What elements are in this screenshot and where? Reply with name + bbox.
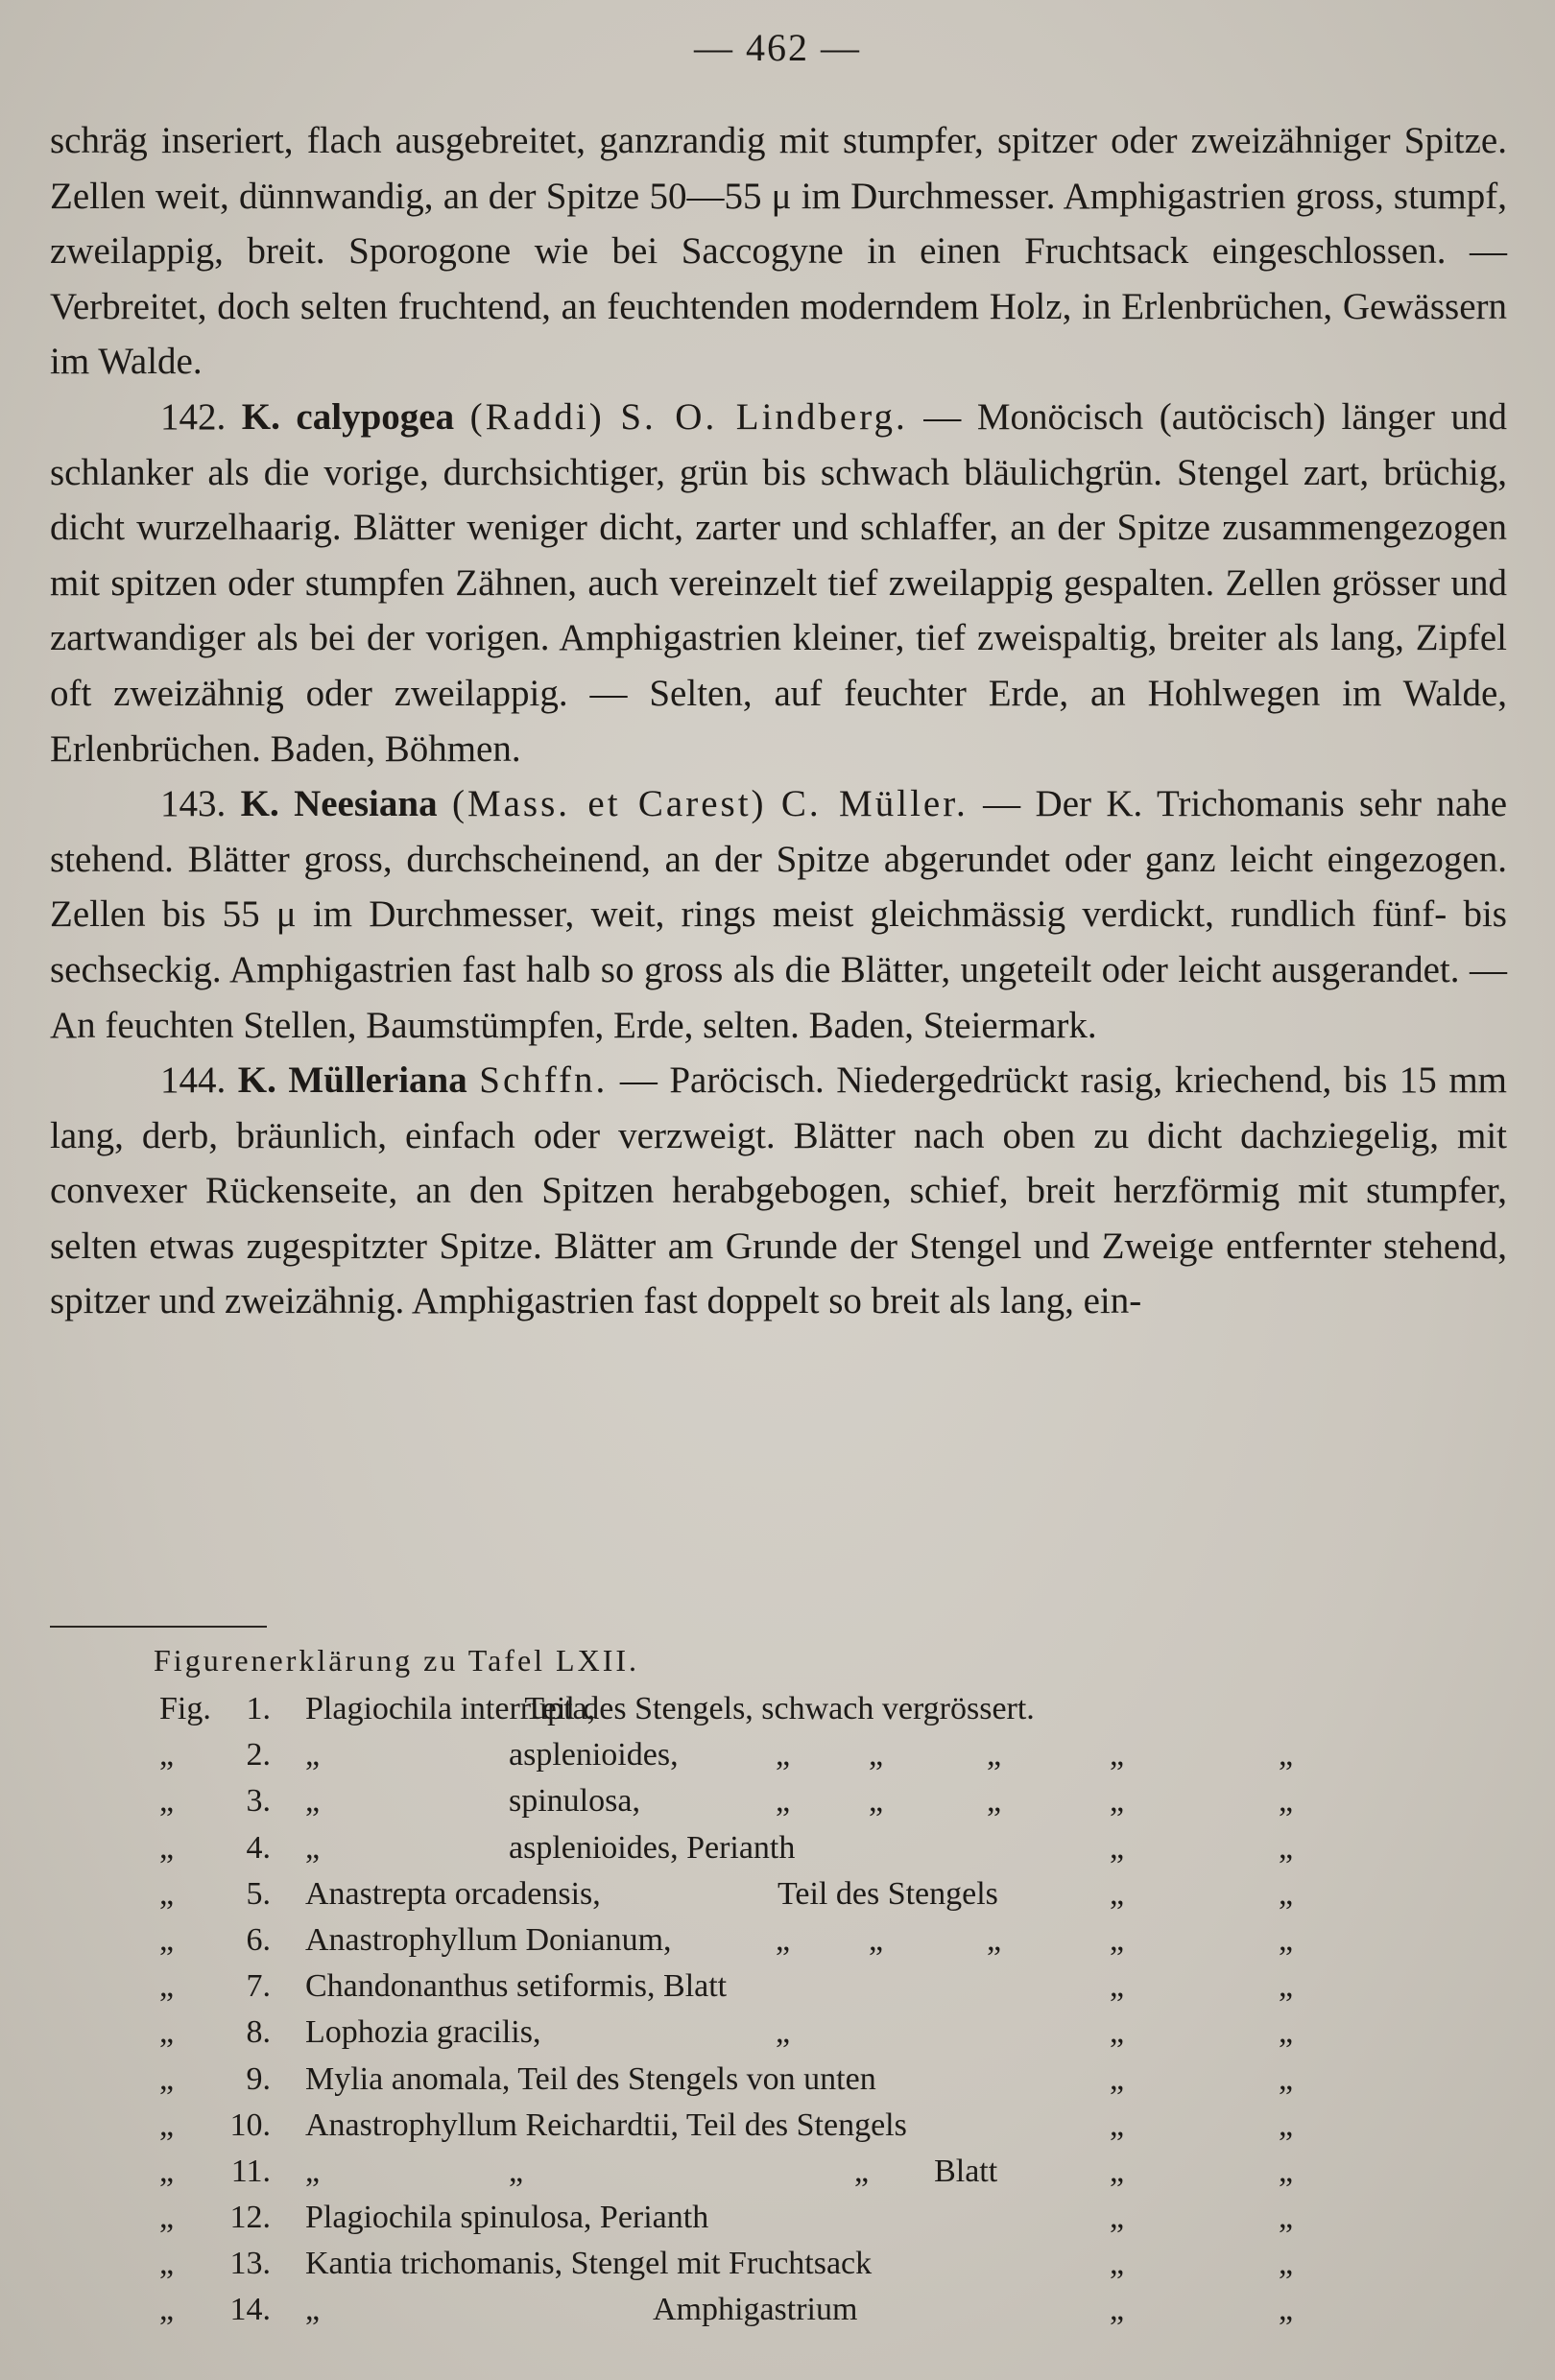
- author-name: C. Müller.: [780, 783, 969, 825]
- figure-number: 6.: [246, 1921, 271, 1958]
- ditto-mark: „: [1110, 2200, 1125, 2236]
- figure-legend-row: [0, 1830, 1555, 1876]
- ditto-mark: „: [987, 1783, 1002, 1820]
- figure-caption: Lophozia gracilis,: [305, 2014, 541, 2051]
- species-description: — Monöcisch (autöcisch) länger und schlanker als die vorige, durchsichtiger, grün bis schwach bläulichgrün. Stengel zart, brüchig, dicht wurzelhaarig. Blätter weniger dicht, zarter und schlaffer, an der Spitze zusammengezogen mit spitzen oder stumpfen Zähnen, auch vereinzelt tief zweilappig gespalten. Zellen grösser und zartwandiger als bei der vorigen. Amphigastrien kleiner, tief zweispaltig, breiter als lang, Zipfel oft zweizähnig oder zweilappig. — Selten, auf feuchter Erde, an Hohlwegen im Walde, Erlenbrüchen. Baden, Böhmen.: [50, 395, 1507, 770]
- ditto-mark: „: [1110, 1875, 1125, 1912]
- ditto-mark: „: [1279, 2060, 1294, 2097]
- figure-number: 7.: [246, 1968, 271, 2005]
- figure-number: 14.: [229, 2292, 271, 2328]
- figure-caption: Anastrophyllum Donianum,: [305, 1921, 672, 1958]
- figure-caption-detail: Teil des Stengels: [778, 1875, 998, 1912]
- ditto-mark: „: [1279, 1783, 1294, 1820]
- figure-number: 10.: [229, 2106, 271, 2143]
- ditto-mark: „: [1110, 2014, 1125, 2051]
- figure-legend-row: [0, 1737, 1555, 1783]
- entry-number: 144.: [160, 1059, 227, 1102]
- figure-number: 9.: [246, 2060, 271, 2097]
- ditto-mark: „: [1279, 2106, 1294, 2143]
- ditto-mark: „: [1110, 1921, 1125, 1958]
- figure-caption: Kantia trichomanis, Stengel mit Fruchtsack: [305, 2246, 873, 2282]
- figure-legend-row: [0, 2107, 1555, 2154]
- figure-prefix: „: [159, 2060, 175, 2097]
- paragraph-continuation: schräg inseriert, flach ausgebreitet, ganzrandig mit stumpfer, spitzer oder zweizähniger Spitze. Zellen weit, dünnwandig, an der Spitze 50—55 μ im Durchmesser. Amphigastrien gross, stumpf, zweilappig, breit. Sporogone wie bei Saccogyne in einen Fruchtsack eingeschlossen. — Verbreitet, doch selten fruchtend, an feuchtenden moderndem Holz, in Erlenbrüchen, Gewässern im Walde.: [50, 120, 1507, 383]
- figure-prefix: „: [159, 2292, 175, 2328]
- figure-prefix: „: [159, 1829, 175, 1866]
- ditto-mark: „: [776, 1783, 791, 1820]
- ditto-mark: „: [1279, 2292, 1294, 2328]
- author-name: Schffn.: [479, 1059, 609, 1102]
- figure-prefix: „: [159, 1737, 175, 1773]
- figure-caption-detail: spinulosa,: [509, 1783, 640, 1820]
- figure-caption: Anastrophyllum Reichardtii, Teil des Stengels: [305, 2106, 907, 2143]
- entry-number: 142.: [160, 395, 227, 438]
- ditto-mark: „: [1110, 2106, 1125, 2143]
- figure-prefix: „: [159, 2200, 175, 2236]
- ditto-mark: „: [987, 1921, 1002, 1958]
- figure-legend-row: [0, 2246, 1555, 2292]
- author-name: S. O. Lindberg.: [620, 395, 908, 438]
- figure-legend-heading: Figurenerklärung zu Tafel LXII.: [154, 1643, 640, 1678]
- figure-caption: „: [305, 1783, 321, 1820]
- figure-number: 1.: [246, 1691, 271, 1726]
- figure-prefix: „: [159, 2014, 175, 2051]
- ditto-mark: „: [1110, 2060, 1125, 2097]
- figure-legend-row: [0, 1968, 1555, 2014]
- figure-legend-list: [0, 1691, 1555, 2339]
- ditto-mark: „: [1279, 1968, 1294, 2005]
- figure-number: 12.: [229, 2200, 271, 2236]
- figure-number: 8.: [246, 2014, 271, 2051]
- ditto-mark: „: [1110, 1737, 1125, 1773]
- footnote-rule: [50, 1626, 267, 1628]
- figure-caption: „: [305, 1829, 321, 1866]
- figure-number: 13.: [229, 2246, 271, 2282]
- ditto-mark: „: [1110, 2246, 1125, 2282]
- figure-caption: „: [305, 2292, 321, 2328]
- figure-caption: „: [305, 2153, 321, 2189]
- ditto-mark: „: [776, 1737, 791, 1773]
- species-name: K. calypogea: [241, 395, 455, 438]
- figure-prefix: „: [159, 1875, 175, 1912]
- figure-caption: Chandonanthus setiformis, Blatt: [305, 1968, 728, 2005]
- ditto-mark: „: [1279, 1875, 1294, 1912]
- figure-legend-row: [0, 1691, 1555, 1737]
- figure-caption-detail: „: [509, 2153, 524, 2189]
- entry-number: 143.: [160, 783, 227, 825]
- body-text: [50, 113, 1507, 1329]
- figure-caption: Mylia anomala, Teil des Stengels von unten: [305, 2060, 876, 2097]
- figure-caption: „: [305, 1737, 321, 1773]
- ditto-mark: „: [1279, 2014, 1294, 2051]
- figure-legend-row: [0, 2061, 1555, 2107]
- figure-caption-detail: Amphigastrium: [653, 2292, 858, 2328]
- figure-prefix: „: [159, 2153, 175, 2189]
- figure-legend-row: [0, 1783, 1555, 1829]
- figure-legend-row: [0, 1876, 1555, 1922]
- figure-legend-row: [0, 2200, 1555, 2246]
- figure-prefix: „: [159, 1921, 175, 1958]
- ditto-mark: „: [776, 1921, 791, 1958]
- ditto-mark: „: [1110, 1783, 1125, 1820]
- figure-legend-row: [0, 2292, 1555, 2338]
- figure-prefix: Fig.: [159, 1691, 211, 1726]
- ditto-mark: „: [1279, 2153, 1294, 2189]
- species-name: K. Mülleriana: [237, 1059, 467, 1102]
- figure-caption: Anastrepta orcadensis,: [305, 1875, 601, 1912]
- species-description: — Paröcisch. Niedergedrückt rasig, kriechend, bis 15 mm lang, derb, bräunlich, einfach oder verzweigt. Blätter nach oben zu dicht dachziegelig, mit convexer Rückenseite, an den Spitzen herabgebogen, schief, breit herzförmig mit stumpfer, selten etwas zugespitzter Spitze. Blätter am Grunde der Stengel und Zweige entfernter stehend, spitzer und zweizähnig. Amphigastrien fast doppelt so breit als lang, ein-: [50, 1059, 1507, 1322]
- ditto-mark: „: [1110, 2153, 1125, 2189]
- species-name: K. Neesiana: [240, 783, 438, 825]
- ditto-mark: „: [1110, 2292, 1125, 2328]
- ditto-mark: „: [1279, 1921, 1294, 1958]
- ditto-mark: „: [1110, 1968, 1125, 2005]
- figure-caption: Plagiochila interrupta,: [305, 1691, 596, 1726]
- figure-number: 5.: [246, 1875, 271, 1912]
- ditto-mark: „: [869, 1737, 884, 1773]
- author-parenthetical: (Raddi): [469, 395, 605, 438]
- figure-caption-detail: asplenioides,: [509, 1737, 679, 1773]
- species-entry-144: [50, 1053, 1507, 1329]
- ditto-mark: „: [869, 1921, 884, 1958]
- figure-number: 2.: [246, 1737, 271, 1773]
- species-description: — Der K. Trichomanis sehr nahe stehend. Blätter gross, durchscheinend, an der Spitze abgerundet oder ganz leicht eingezogen. Zellen bis 55 μ im Durchmesser, weit, rings meist gleichmässig verdickt, rundlich fünf- bis sechseckig. Amphigastrien fast halb so gross als die Blätter, ungeteilt oder leicht ausgerandet. — An feuchten Stellen, Baumstümpfen, Erde, selten. Baden, Steiermark.: [50, 783, 1508, 1046]
- page-number: — 462 —: [694, 26, 861, 69]
- species-entry-142: [50, 390, 1507, 776]
- author-parenthetical: (Mass. et Carest): [451, 783, 767, 825]
- species-entry-143: [50, 776, 1507, 1053]
- figure-prefix: „: [159, 1783, 175, 1820]
- figure-prefix: „: [159, 1968, 175, 2005]
- ditto-mark: „: [869, 1783, 884, 1820]
- figure-legend-row: [0, 1922, 1555, 1968]
- figure-prefix: „: [159, 2106, 175, 2143]
- ditto-mark: „: [987, 1737, 1002, 1773]
- ditto-mark: „: [776, 2014, 791, 2051]
- figure-caption: Plagiochila spinulosa, Perianth: [305, 2200, 709, 2236]
- ditto-mark: „: [1279, 1829, 1294, 1866]
- figure-legend-row: [0, 2154, 1555, 2200]
- figure-caption-detail: „ Blatt: [854, 2153, 998, 2189]
- figure-number: 4.: [246, 1829, 271, 1866]
- figure-number: 3.: [246, 1783, 271, 1820]
- ditto-mark: „: [1279, 1737, 1294, 1773]
- ditto-mark: „: [1279, 2200, 1294, 2236]
- figure-legend-row: [0, 2014, 1555, 2060]
- figure-caption-detail: asplenioides, Perianth: [509, 1829, 796, 1866]
- figure-number: 11.: [230, 2153, 271, 2189]
- figure-caption-detail: Teil des Stengels, schwach vergrössert.: [509, 1691, 1035, 1726]
- ditto-mark: „: [1110, 1829, 1125, 1866]
- figure-prefix: „: [159, 2246, 175, 2282]
- ditto-mark: „: [1279, 2246, 1294, 2282]
